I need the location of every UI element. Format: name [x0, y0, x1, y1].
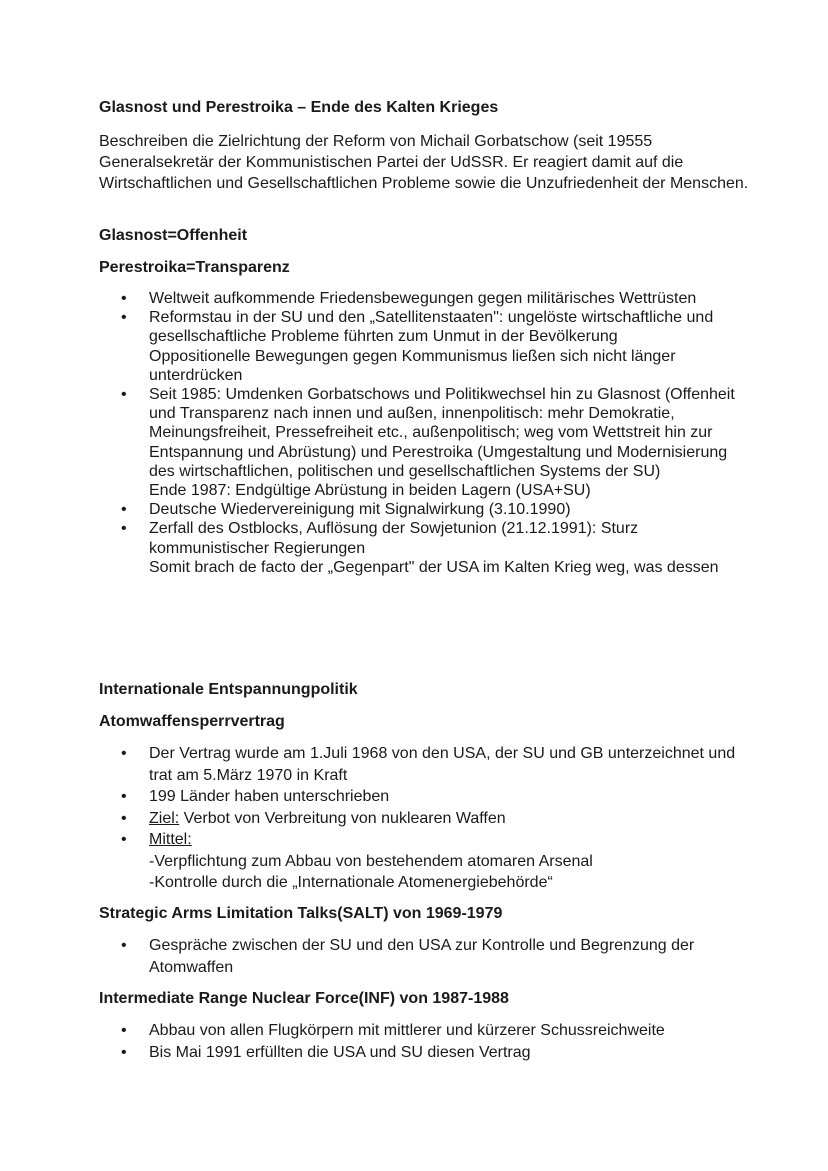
heading-salt: Strategic Arms Limitation Talks(SALT) von 1969-1979	[99, 905, 503, 922]
list-item: • Mittel: -Verpflichtung zum Abbau von bestehendem atomaren Arsenal -Kontrolle durch die „Internationale Atomenergiebehörde“	[99, 829, 739, 894]
intro-paragraph: Beschreiben die Zielrichtung der Reform von Michail Gorbatschow (seit 19555 Generalsekretär der Kommunistischen Partei der UdSSR. Er reagiert damit auf die Wirtschaftlichen und Gesellschaftlichen Probleme sowie die Unzufriedenheit der Menschen.	[99, 133, 749, 192]
list-item: • Der Vertrag wurde am 1.Juli 1968 von den USA, der SU und GB unterzeichnet und trat am 5.März 1970 in Kraft	[99, 743, 739, 786]
list-item: • Gespräche zwischen der SU und den USA zur Kontrolle und Begrenzung der Atomwaffen	[99, 935, 739, 978]
list-item: • Weltweit aufkommende Friedensbewegungen gegen militärisches Wettrüsten	[99, 289, 739, 308]
heading-glasnost: Glasnost=Offenheit	[99, 227, 248, 244]
heading-inf: Intermediate Range Nuclear Force(INF) von 1987-1988	[99, 990, 509, 1007]
list-item: • Deutsche Wiedervereinigung mit Signalwirkung (3.10.1990)	[99, 500, 739, 519]
inf-bullet-list	[99, 1020, 739, 1063]
list-item: • Seit 1985: Umdenken Gorbatschows und Politikwechsel hin zu Glasnost (Offenheit und Transparenz nach innen und außen, innenpolitisch: mehr Demokratie, Meinungsfreiheit, Pressefreiheit etc., außenpolitisch; weg vom Wettstreit hin zur Entspannung und Abrüstung) und Perestroika (Umgestaltung und Modernisierung des wirtschaftlichen, politischen und gesellschaftlichen Systems der SU) Ende 1987: Endgültige Abrüstung in beiden Lagern (USA+SU)	[99, 385, 739, 500]
npt-bullet-list	[99, 743, 739, 894]
section-title-glasnost: Glasnost und Perestroika – Ende des Kalten Krieges	[99, 99, 499, 116]
list-item: • Abbau von allen Flugkörpern mit mittlerer und kürzerer Schussreichweite	[99, 1020, 739, 1042]
list-item: • Reformstau in der SU und den „Satellitenstaaten": ungelöste wirtschaftliche und gesellschaftliche Probleme führten zum Unmut in der Bevölkerung Oppositionelle Bewegungen gegen Kommunismus ließen sich nicht länger unterdrücken	[99, 308, 739, 385]
glasnost-bullet-list	[99, 289, 739, 577]
section-title-entspannung: Internationale Entspannungpolitik	[99, 681, 358, 698]
heading-perestroika: Perestroika=Transparenz	[99, 259, 290, 276]
heading-atomwaffensperrvertrag: Atomwaffensperrvertrag	[99, 713, 285, 730]
list-item: • Bis Mai 1991 erfüllten die USA und SU diesen Vertrag	[99, 1042, 739, 1064]
list-item: • Zerfall des Ostblocks, Auflösung der Sowjetunion (21.12.1991): Sturz kommunistischer Regierungen Somit brach de facto der „Gegenpart" der USA im Kalten Krieg weg, was dessen	[99, 519, 739, 577]
salt-bullet-list	[99, 935, 739, 978]
list-item: • 199 Länder haben unterschrieben	[99, 786, 739, 808]
list-item: • Ziel: Verbot von Verbreitung von nuklearen Waffen	[99, 808, 739, 830]
